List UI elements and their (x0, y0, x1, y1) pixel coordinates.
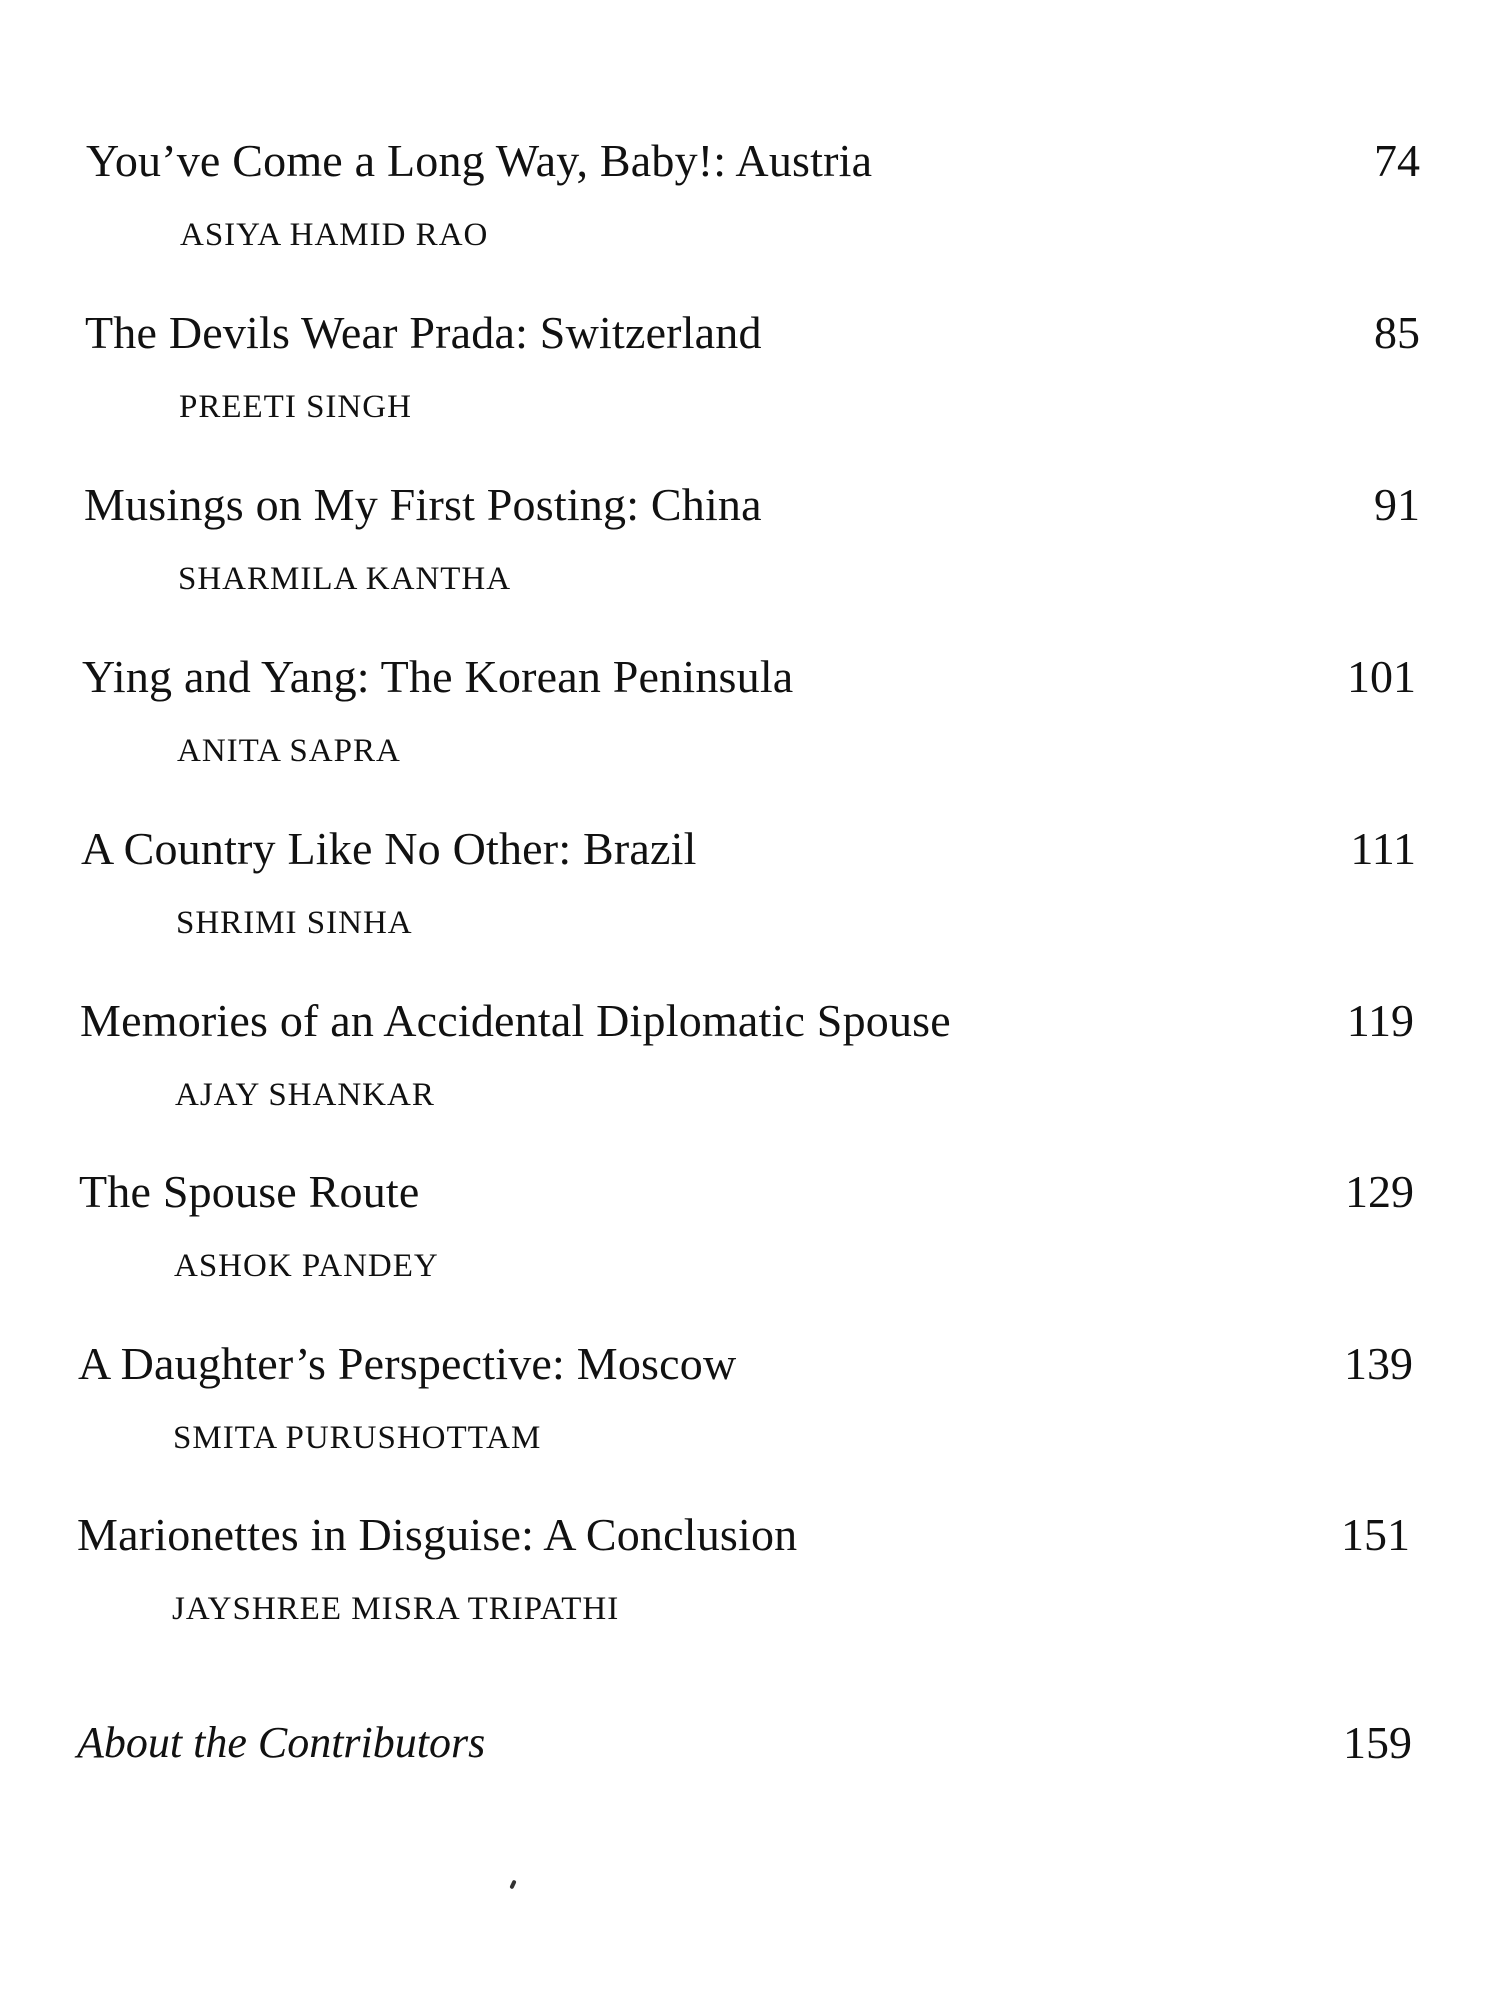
toc-entry-korea (0, 649, 1500, 809)
entry-title: Ying and Yang: The Korean Peninsula (82, 651, 794, 702)
entry-title: You’ve Come a Long Way, Baby!: Austria (86, 135, 873, 186)
entry-page-number: 91 (1374, 479, 1420, 530)
entry-author: SHARMILA KANTHA (178, 561, 512, 597)
entry-title: A Country Like No Other: Brazil (81, 823, 697, 874)
entry-author: ASHOK PANDEY (174, 1248, 439, 1284)
entry-page-number: 74 (1374, 135, 1420, 186)
entry-title: Memories of an Accidental Diplomatic Spouse (80, 995, 951, 1046)
entry-title: The Devils Wear Prada: Switzerland (85, 307, 762, 358)
entry-author: AJAY SHANKAR (175, 1077, 435, 1113)
toc-entry-austria (0, 133, 1500, 293)
toc-entry-china (0, 477, 1500, 637)
entry-title: The Spouse Route (79, 1166, 420, 1217)
entry-page-number: 101 (1347, 651, 1416, 702)
entry-page-number: 85 (1374, 307, 1420, 358)
entry-author: JAYSHREE MISRA TRIPATHI (172, 1591, 620, 1627)
entry-page-number: 111 (1350, 823, 1416, 874)
contributors-page-number: 159 (1343, 1717, 1412, 1768)
entry-page-number: 139 (1344, 1338, 1413, 1389)
entry-page-number: 119 (1346, 995, 1414, 1046)
entry-author: ASIYA HAMID RAO (180, 217, 489, 253)
entry-author: SMITA PURUSHOTTAM (173, 1420, 542, 1456)
entry-author: PREETI SINGH (179, 389, 412, 425)
toc-entry-contributors (0, 1715, 1500, 1875)
toc-entry-spouse-route (0, 1164, 1500, 1324)
entry-author: ANITA SAPRA (177, 733, 401, 769)
entry-author: SHRIMI SINHA (176, 905, 413, 941)
entry-title: Marionettes in Disguise: A Conclusion (77, 1509, 798, 1560)
entry-title: Musings on My First Posting: China (84, 479, 762, 530)
toc-entry-moscow (0, 1336, 1500, 1496)
ink-speck (509, 1880, 516, 1890)
entry-page-number: 129 (1345, 1166, 1414, 1217)
toc-entry-brazil (0, 821, 1500, 981)
entry-title: A Daughter’s Perspective: Moscow (78, 1338, 737, 1389)
contributors-title: About the Contributors (77, 1718, 486, 1767)
entry-page-number: 151 (1341, 1509, 1410, 1560)
toc-entry-switzerland (0, 305, 1500, 465)
toc-entry-diplomatic-spouse (0, 993, 1500, 1153)
toc-entry-conclusion (0, 1507, 1500, 1667)
